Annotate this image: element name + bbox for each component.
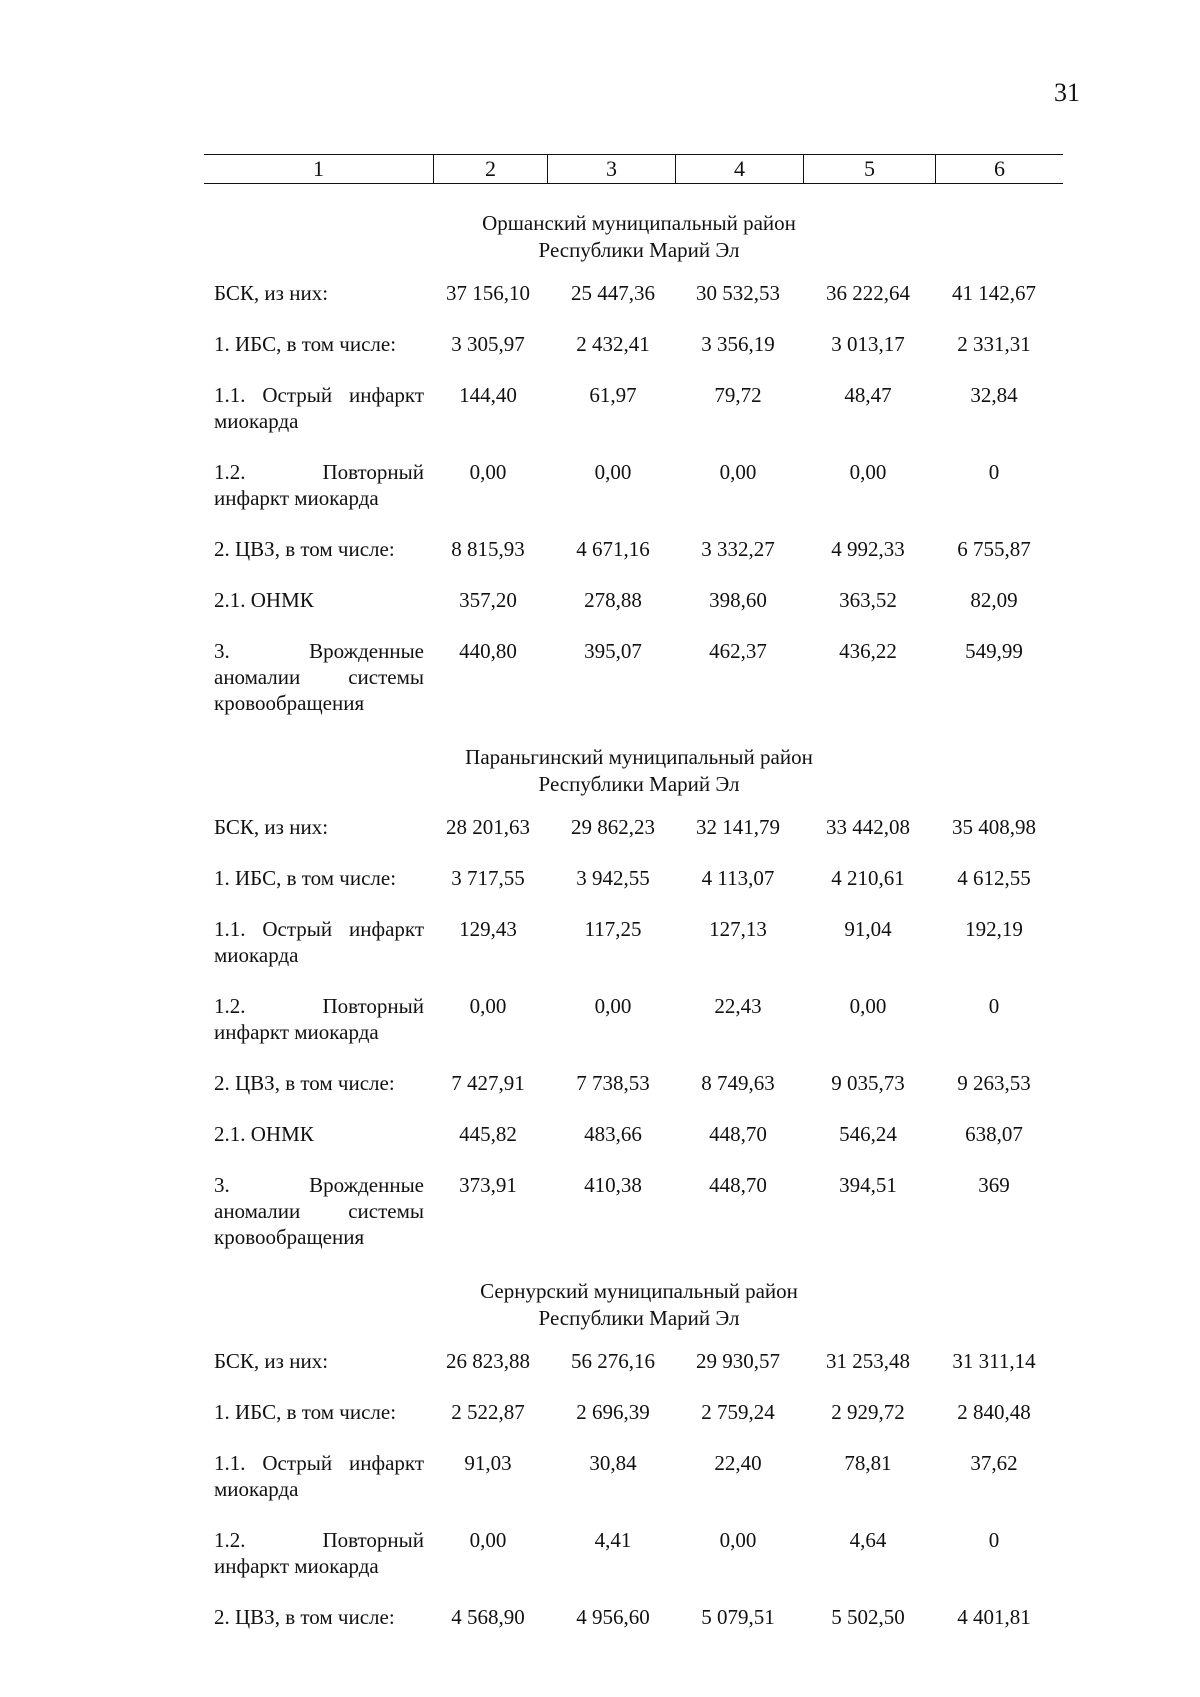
row-value: 61,97	[589, 383, 637, 407]
row-label: 2. ЦВЗ, в том числе:	[214, 537, 395, 561]
row-value: 0,00	[469, 994, 507, 1018]
section-title-line: Оршанский муниципальный район	[482, 211, 796, 235]
table-row	[214, 916, 1064, 968]
table-row	[214, 993, 1064, 1045]
row-value: 5 079,51	[701, 1605, 775, 1629]
table-row	[214, 814, 1064, 840]
row-value: 32 141,79	[696, 815, 780, 839]
row-label: 2. ЦВЗ, в том числе:	[214, 1605, 395, 1629]
row-value: 2 522,87	[451, 1400, 525, 1424]
row-value: 192,19	[965, 917, 1023, 941]
table-row	[214, 382, 1064, 434]
row-value: 25 447,36	[571, 281, 655, 305]
column-header: 3	[548, 155, 676, 183]
row-value: 0,00	[849, 994, 887, 1018]
row-value: 0,00	[469, 460, 507, 484]
row-value: 2 840,48	[957, 1400, 1031, 1424]
row-value: 37 156,10	[446, 281, 530, 305]
row-label: 3. Врожденные аномалии системы кровообращения	[214, 1173, 424, 1249]
row-value: 8 815,93	[451, 537, 525, 561]
page-number: 31	[1054, 78, 1080, 107]
row-value: 30 532,53	[696, 281, 780, 305]
section-title-line: Республики Марий Эл	[538, 1306, 740, 1330]
row-value: 37,62	[970, 1451, 1018, 1475]
row-value: 4 210,61	[831, 866, 905, 890]
row-value: 436,22	[839, 639, 897, 663]
row-label: 2. ЦВЗ, в том числе:	[214, 1071, 395, 1095]
row-value: 0,00	[594, 460, 632, 484]
row-value: 26 823,88	[446, 1349, 530, 1373]
row-label: 1. ИБС, в том числе:	[214, 1400, 397, 1424]
row-value: 0	[988, 994, 1000, 1018]
row-value: 2 432,41	[576, 332, 650, 356]
row-value: 4 956,60	[576, 1605, 650, 1629]
row-value: 546,24	[839, 1122, 897, 1146]
table-row	[214, 1527, 1064, 1579]
row-value: 278,88	[584, 588, 642, 612]
row-label: 3. Врожденные аномалии системы кровообращения	[214, 639, 424, 715]
row-value: 22,43	[714, 994, 762, 1018]
row-label: 1.2. Повторный инфаркт миокарда	[214, 460, 424, 510]
row-value: 4 113,07	[701, 866, 775, 890]
column-header: 1	[204, 155, 434, 183]
row-label: 2.1. ОНМК	[214, 1122, 314, 1146]
row-value: 144,40	[459, 383, 517, 407]
row-value: 79,72	[714, 383, 762, 407]
row-value: 0,00	[594, 994, 632, 1018]
row-value: 549,99	[965, 639, 1023, 663]
row-value: 0	[988, 1528, 1000, 1552]
row-label: 2.1. ОНМК	[214, 588, 314, 612]
section-title	[214, 1278, 1064, 1332]
row-value: 7 738,53	[576, 1071, 650, 1095]
row-value: 9 263,53	[957, 1071, 1031, 1095]
row-value: 3 942,55	[576, 866, 650, 890]
row-value: 448,70	[709, 1173, 767, 1197]
column-header: 5	[804, 155, 936, 183]
row-value: 41 142,67	[952, 281, 1036, 305]
table-row	[214, 1399, 1064, 1425]
section-title-line: Параньгинский муниципальный район	[465, 745, 813, 769]
document-body	[214, 182, 1064, 1655]
column-header-row	[204, 154, 1063, 184]
row-value: 91,04	[844, 917, 892, 941]
row-label: БСК, из них:	[214, 281, 329, 305]
row-value: 8 749,63	[701, 1071, 775, 1095]
row-value: 363,52	[839, 588, 897, 612]
row-label: 1.2. Повторный инфаркт миокарда	[214, 1528, 424, 1578]
row-value: 28 201,63	[446, 815, 530, 839]
row-value: 9 035,73	[831, 1071, 905, 1095]
row-label: БСК, из них:	[214, 815, 329, 839]
row-value: 448,70	[709, 1122, 767, 1146]
row-value: 2 759,24	[701, 1400, 775, 1424]
row-value: 36 222,64	[826, 281, 910, 305]
row-value: 462,37	[709, 639, 767, 663]
row-value: 3 717,55	[451, 866, 525, 890]
section-title-line: Сернурский муниципальный район	[480, 1279, 798, 1303]
row-value: 31 253,48	[826, 1349, 910, 1373]
table-row	[214, 280, 1064, 306]
row-value: 78,81	[844, 1451, 892, 1475]
row-value: 3 013,17	[831, 332, 905, 356]
row-value: 410,38	[584, 1173, 642, 1197]
row-label: 1.1. Острый инфаркт миокарда	[214, 383, 424, 433]
row-value: 357,20	[459, 588, 517, 612]
table-row	[214, 1450, 1064, 1502]
table-row	[214, 587, 1064, 613]
table-row	[214, 638, 1064, 716]
row-label: 1.1. Острый инфаркт миокарда	[214, 917, 424, 967]
row-value: 4 992,33	[831, 537, 905, 561]
row-value: 4 671,16	[576, 537, 650, 561]
row-value: 0	[988, 460, 1000, 484]
section-title	[214, 744, 1064, 798]
row-value: 440,80	[459, 639, 517, 663]
row-label: 1.2. Повторный инфаркт миокарда	[214, 994, 424, 1044]
row-value: 30,84	[589, 1451, 637, 1475]
table-row	[214, 331, 1064, 357]
row-value: 445,82	[459, 1122, 517, 1146]
row-value: 0,00	[719, 460, 757, 484]
column-header: 2	[434, 155, 548, 183]
row-value: 29 930,57	[696, 1349, 780, 1373]
row-value: 369	[978, 1173, 1010, 1197]
row-value: 22,40	[714, 1451, 762, 1475]
row-value: 395,07	[584, 639, 642, 663]
row-label: 1.1. Острый инфаркт миокарда	[214, 1451, 424, 1501]
section-title-line: Республики Марий Эл	[538, 772, 740, 796]
row-value: 0,00	[849, 460, 887, 484]
row-value: 56 276,16	[571, 1349, 655, 1373]
table-row	[214, 865, 1064, 891]
section-title	[214, 210, 1064, 264]
row-value: 3 356,19	[701, 332, 775, 356]
row-value: 35 408,98	[952, 815, 1036, 839]
table-row	[214, 536, 1064, 562]
row-value: 2 696,39	[576, 1400, 650, 1424]
row-value: 32,84	[970, 383, 1018, 407]
table-row	[214, 1070, 1064, 1096]
row-value: 127,13	[709, 917, 767, 941]
row-value: 4 612,55	[957, 866, 1031, 890]
row-value: 5 502,50	[831, 1605, 905, 1629]
row-value: 2 929,72	[831, 1400, 905, 1424]
row-value: 483,66	[584, 1122, 642, 1146]
row-label: 1. ИБС, в том числе:	[214, 866, 397, 890]
table-row	[214, 459, 1064, 511]
row-label: 1. ИБС, в том числе:	[214, 332, 397, 356]
table-row	[214, 1121, 1064, 1147]
row-value: 31 311,14	[952, 1349, 1036, 1373]
row-value: 398,60	[709, 588, 767, 612]
table-row	[214, 1348, 1064, 1374]
column-header: 6	[994, 156, 1005, 181]
row-value: 4 568,90	[451, 1605, 525, 1629]
row-value: 117,25	[584, 917, 642, 941]
row-value: 129,43	[459, 917, 517, 941]
row-value: 0,00	[719, 1528, 757, 1552]
row-value: 33 442,08	[826, 815, 910, 839]
row-value: 3 305,97	[451, 332, 525, 356]
row-value: 3 332,27	[701, 537, 775, 561]
row-value: 394,51	[839, 1173, 897, 1197]
row-value: 82,09	[970, 588, 1018, 612]
row-value: 91,03	[464, 1451, 512, 1475]
column-header: 4	[676, 155, 804, 183]
row-value: 29 862,23	[571, 815, 655, 839]
table-row	[214, 1604, 1064, 1630]
row-label: БСК, из них:	[214, 1349, 329, 1373]
row-value: 7 427,91	[451, 1071, 525, 1095]
row-value: 4,41	[594, 1528, 632, 1552]
row-value: 48,47	[844, 383, 892, 407]
section-title-line: Республики Марий Эл	[538, 238, 740, 262]
row-value: 6 755,87	[957, 537, 1031, 561]
row-value: 4,64	[849, 1528, 887, 1552]
table-row	[214, 1172, 1064, 1250]
row-value: 638,07	[965, 1122, 1023, 1146]
row-value: 0,00	[469, 1528, 507, 1552]
row-value: 4 401,81	[957, 1605, 1031, 1629]
row-value: 2 331,31	[957, 332, 1031, 356]
row-value: 373,91	[459, 1173, 517, 1197]
